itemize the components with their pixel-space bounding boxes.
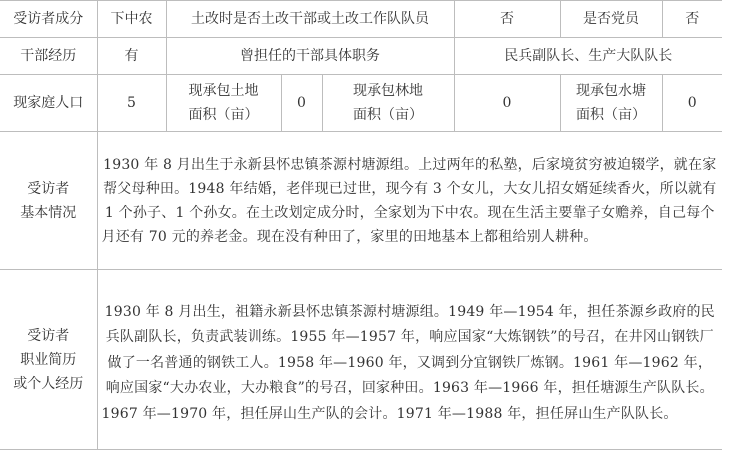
career-label-line2: 职业简历 — [20, 351, 77, 368]
class-status-label: 受访者成分 — [0, 1, 97, 38]
cadre-position-value: 民兵副队长、生产大队队长 — [454, 38, 722, 75]
pond-label-line2: 面积（亩） — [576, 107, 647, 123]
career-label-line3: 或个人经历 — [13, 375, 84, 392]
cadre-experience-value: 有 — [97, 38, 166, 75]
forest-label-line1: 现承包林地 — [353, 83, 423, 99]
table-row-career — [0, 270, 722, 450]
table-row-household — [0, 75, 722, 132]
basic-info-label-line1: 受访者 — [27, 180, 70, 197]
table-row-basic-info — [0, 132, 722, 270]
basic-info-text: 1930 年 8 月出生于永新县怀忠镇茶源村塘源组。上过两年的私塾，后家境贫穷被迫辍学，就在家帮父母种田。1948 年结婚，老伴现已过世，现今有 3 个女儿，大女儿招女婿延续香火，所以就有 1 个孙子、1 个孙女。在土改划定成分时，全家划为下中农。现在生活主要靠子女赡养，自己每个月还有 70 元的养老金。现在没有种田了，家里的田地基本上都租给别人耕种。 — [97, 132, 722, 270]
contracted-pond-value: 0 — [662, 75, 722, 132]
contracted-forest-value: 0 — [454, 75, 560, 132]
land-reform-cadre-question: 土改时是否土改干部或土改工作队队员 — [166, 1, 454, 38]
household-size-value: 5 — [97, 75, 166, 132]
farmland-label-line1: 现承包土地 — [188, 83, 259, 99]
table-row-cadre — [0, 38, 722, 75]
cadre-experience-label: 干部经历 — [0, 38, 97, 75]
forest-label-line2: 面积（亩） — [353, 107, 423, 123]
party-member-label: 是否党员 — [560, 1, 662, 38]
farmland-label-line2: 面积（亩） — [188, 107, 259, 123]
career-history-label — [0, 270, 97, 450]
contracted-farmland-value: 0 — [281, 75, 322, 132]
pond-label-line1: 现承包水塘 — [576, 83, 647, 99]
career-label-line1: 受访者 — [27, 327, 70, 344]
contracted-pond-label — [560, 75, 662, 132]
basic-info-label — [0, 132, 97, 270]
party-member-answer: 否 — [662, 1, 722, 38]
household-size-label: 现家庭人口 — [0, 75, 97, 132]
table-row-composition — [0, 1, 722, 38]
class-status-value: 下中农 — [97, 1, 166, 38]
contracted-farmland-label — [166, 75, 281, 132]
career-history-text: 1930 年 8 月出生，祖籍永新县怀忠镇茶源村塘源组。1949 年—1954 年，担任茶源乡政府的民兵队副队长，负责武装训练。1955 年—1957 年，响应国家“大炼钢铁”的号召，在井冈山钢铁厂做了一名普通的钢铁工人。1958 年—1960 年，又调到分宜钢铁厂炼钢。1961 年—1962 年，响应国家“大办农业，大办粮食”的号召，回家种田。1963 年—1966 年，担任塘源生产队队长。1967 年—1970 年，担任屏山生产队的会计。1971 年—1988 年，担任屏山生产队队长。 — [97, 270, 722, 450]
basic-info-label-line2: 基本情况 — [20, 204, 77, 221]
land-reform-cadre-answer: 否 — [454, 1, 560, 38]
cadre-position-label: 曾担任的干部具体职务 — [166, 38, 454, 75]
contracted-forest-label — [322, 75, 454, 132]
